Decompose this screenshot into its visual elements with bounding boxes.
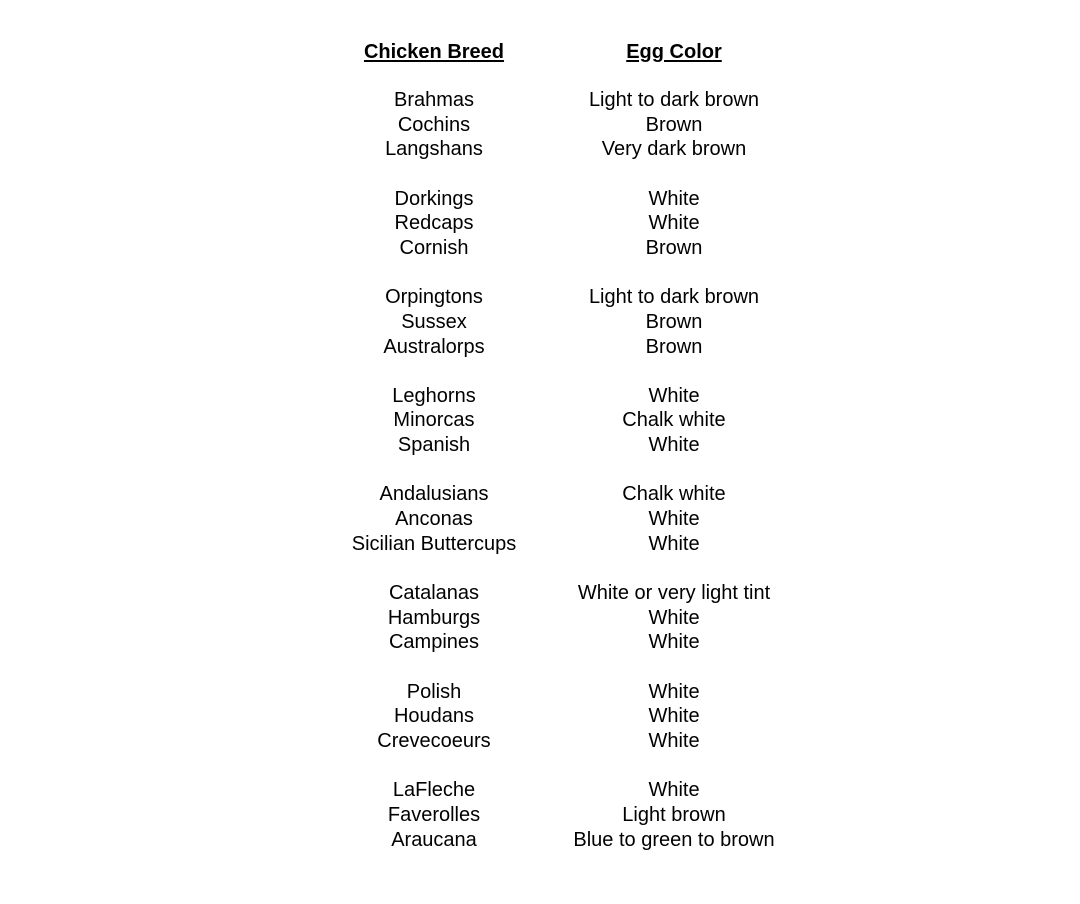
- breed-name: Campines: [388, 631, 480, 654]
- egg-color: White: [648, 705, 700, 728]
- breed-name: Cornish: [399, 236, 469, 259]
- egg-color: Brown: [645, 310, 703, 333]
- breed-name: Redcaps: [394, 212, 474, 235]
- breed-name: Australorps: [383, 335, 485, 358]
- breed-group: [0, 285, 1080, 359]
- egg-color: Light brown: [622, 803, 726, 826]
- breed-group: [0, 680, 1080, 754]
- egg-color: Brown: [645, 113, 703, 136]
- egg-color: White: [648, 729, 700, 752]
- breed-name: Cochins: [397, 113, 471, 136]
- egg-color: White: [648, 631, 700, 654]
- breed-name: Minorcas: [393, 409, 475, 432]
- breed-name: Andalusians: [379, 483, 489, 506]
- breed-name: Brahmas: [393, 89, 475, 111]
- breed-group: [0, 581, 1080, 655]
- breed-name: Sicilian Buttercups: [351, 532, 517, 555]
- egg-color: Light to dark brown: [588, 89, 760, 111]
- egg-color: White: [648, 187, 700, 210]
- egg-color: Blue to green to brown: [573, 828, 775, 851]
- breed-name: Faverolles: [387, 803, 481, 826]
- egg-color: Light to dark brown: [588, 286, 760, 309]
- breed-name: Hamburgs: [387, 606, 481, 629]
- egg-color: Very dark brown: [601, 138, 747, 161]
- egg-color: White: [648, 606, 700, 629]
- breed-name: Catalanas: [388, 581, 480, 604]
- egg-color-column-header: Egg Color: [626, 41, 722, 63]
- breed-name: Araucana: [391, 828, 477, 851]
- egg-color: White: [648, 680, 700, 703]
- breed-name: Crevecoeurs: [377, 729, 491, 752]
- breed-group: [0, 187, 1080, 261]
- egg-color: Chalk white: [622, 483, 726, 506]
- breed-name: Sussex: [401, 310, 467, 333]
- breed-name: Spanish: [397, 434, 471, 457]
- breed-name: Anconas: [395, 508, 473, 531]
- egg-color: Brown: [645, 236, 703, 259]
- egg-color: White: [648, 508, 700, 531]
- egg-color: Brown: [645, 335, 703, 358]
- breed-group: [0, 778, 1080, 852]
- breed-name: Langshans: [385, 138, 483, 161]
- egg-color: White: [648, 532, 700, 555]
- breed-name: Dorkings: [394, 187, 474, 210]
- egg-color: White: [648, 434, 700, 457]
- egg-color: White or very light tint: [577, 581, 771, 604]
- breed-group: [0, 482, 1080, 556]
- breed-egg-color-table: [0, 88, 1080, 877]
- breed-name: Leghorns: [392, 384, 476, 407]
- egg-color: Chalk white: [622, 409, 726, 432]
- egg-color: White: [648, 212, 700, 235]
- breed-name: LaFleche: [392, 779, 476, 802]
- breed-group: [0, 88, 1080, 162]
- egg-color: White: [648, 384, 700, 407]
- breed-group: [0, 384, 1080, 458]
- egg-color: White: [648, 779, 700, 802]
- breed-name: Houdans: [393, 705, 475, 728]
- breed-name: Orpingtons: [385, 286, 483, 309]
- chicken-breed-column-header: Chicken Breed: [363, 41, 505, 63]
- breed-name: Polish: [406, 680, 462, 703]
